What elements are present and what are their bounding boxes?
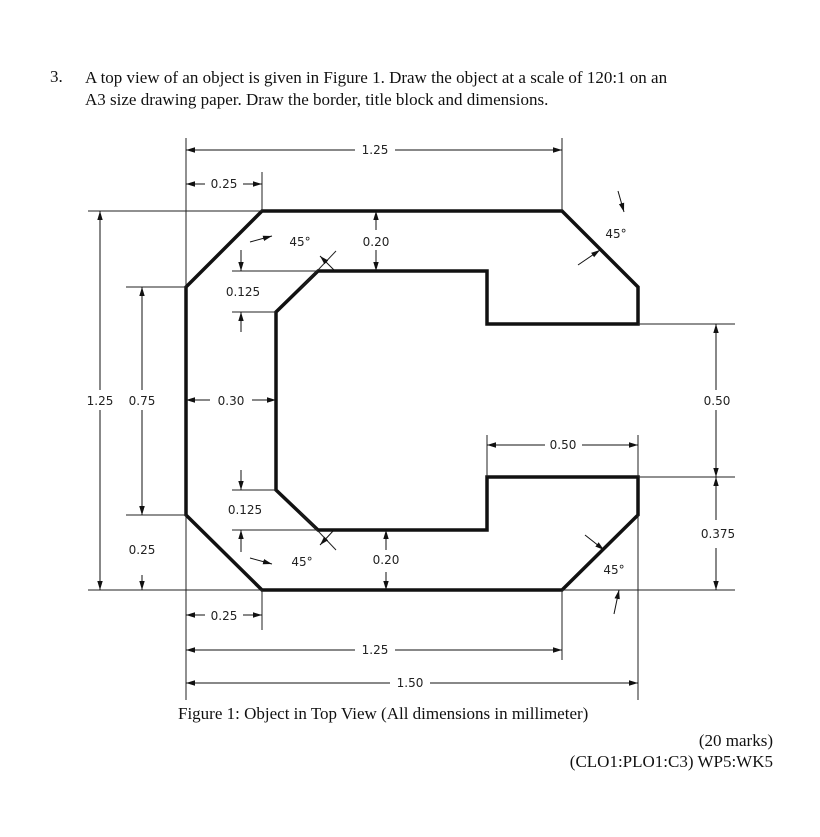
marks-label: (20 marks) [698,731,773,750]
dim-bottom-angle-left: 45° [291,555,313,569]
dim-bottom-chamfer: 0.25 [210,609,238,623]
dim-slot-depth: 0.50 [549,438,577,452]
dim-top-thickness: 0.20 [362,235,390,249]
figure-caption: Figure 1: Object in Top View (All dimensions in millimeter) [178,704,589,723]
dim-bottom-left-height: 0.25 [128,543,156,557]
dim-bottom-thickness: 0.20 [372,553,400,567]
dim-overall-height: 1.25 [86,394,114,408]
marks-block [570,730,773,772]
question-line-2: A3 size drawing paper. Draw the border, title block and dimensions. [85,90,549,109]
dim-top-angle-left: 45° [289,235,311,249]
dim-inner-height: 0.75 [128,394,156,408]
question-number: 3. [50,67,63,86]
dim-overall-width: 1.50 [396,676,424,690]
dim-lower-inner-chamfer: 0.125 [227,503,263,517]
dim-right-lower-height: 0.375 [700,527,736,541]
question-line-1: A top view of an object is given in Figure 1. Draw the object at a scale of 120:1 on an [85,68,668,87]
dim-slot-height: 0.50 [703,394,731,408]
dim-top-chamfer: 0.25 [210,177,238,191]
dim-upper-inner-chamfer: 0.125 [225,285,261,299]
dim-top-angle-right: 45° [605,227,627,241]
dim-left-thickness: 0.30 [217,394,245,408]
dim-top-width: 1.25 [361,143,389,157]
outcome-code: (CLO1:PLO1:C3) WP5:WK5 [569,752,773,771]
dim-bottom-width: 1.25 [361,643,389,657]
dim-bottom-angle-right: 45° [603,563,625,577]
